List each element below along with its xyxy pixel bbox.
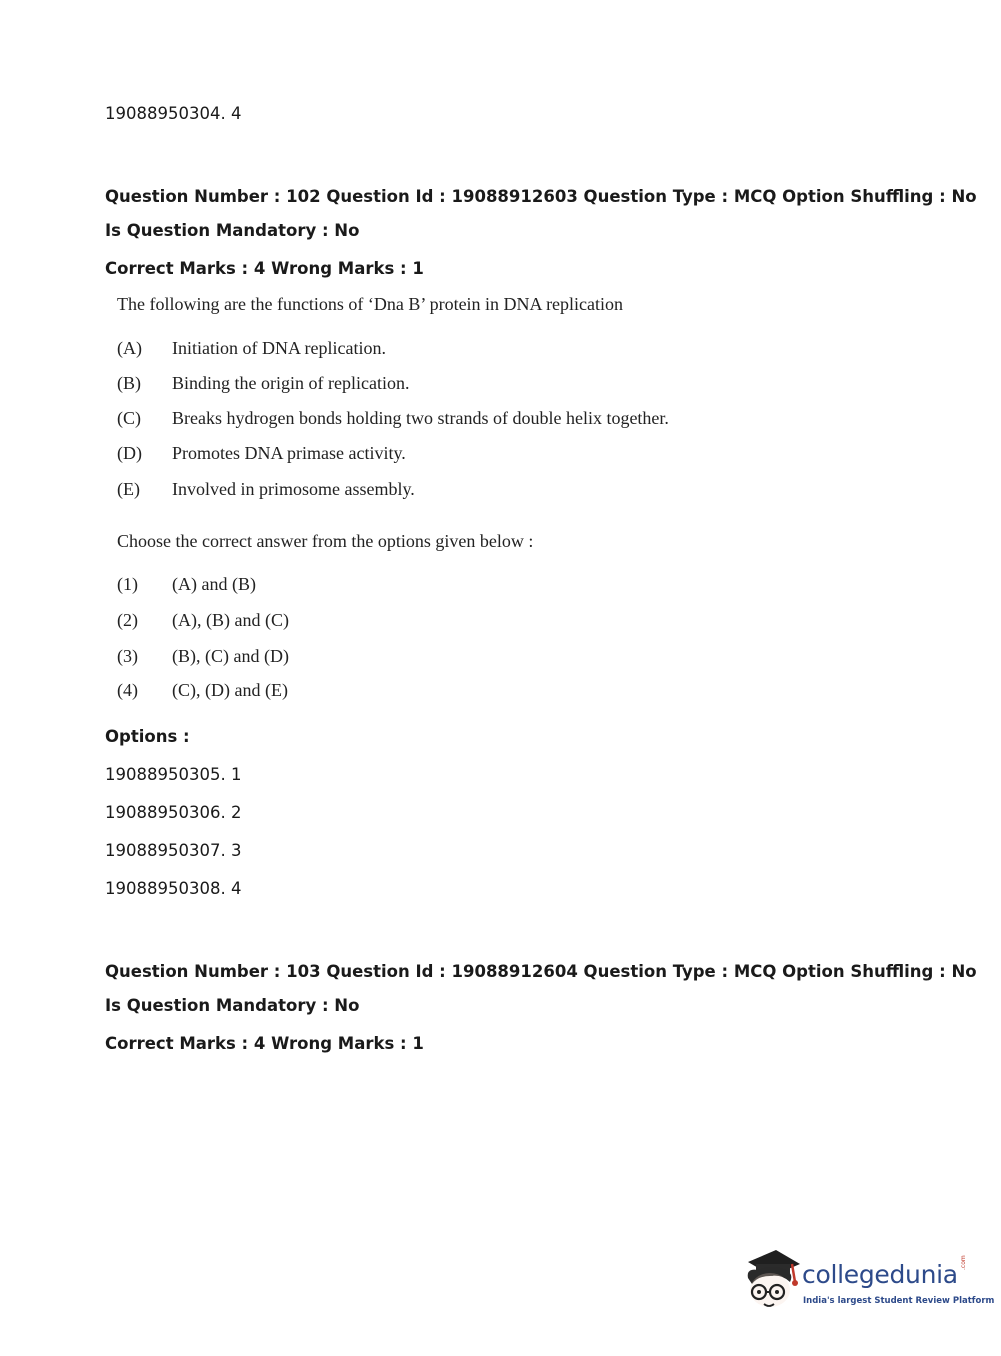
- choice-row: [117, 646, 289, 667]
- choice-row: [117, 610, 289, 631]
- options-heading: Options :: [105, 727, 190, 746]
- q103-header: Question Number : 103 Question Id : 19088912604 Question Type : MCQ Option Shuffling : No: [105, 962, 977, 981]
- choice-label: (2): [117, 610, 138, 630]
- statement-text: Promotes DNA primase activity.: [172, 443, 406, 463]
- statement-row: [117, 338, 386, 359]
- choice-label: (4): [117, 680, 138, 700]
- statement-text: Breaks hydrogen bonds holding two strands of double helix together.: [172, 408, 669, 428]
- collegedunia-logo: [742, 1248, 995, 1318]
- statement-label: (B): [117, 373, 141, 393]
- option-id: 19088950305. 1: [105, 765, 242, 784]
- statement-label: (A): [117, 338, 142, 358]
- statement-label: (C): [117, 408, 141, 428]
- choice-text: (A) and (B): [172, 574, 256, 594]
- q102-marks: Correct Marks : 4 Wrong Marks : 1: [105, 259, 424, 278]
- q102-header: Question Number : 102 Question Id : 19088912603 Question Type : MCQ Option Shuffling : No: [105, 187, 977, 206]
- choice-row: [117, 680, 288, 701]
- choice-label: (3): [117, 646, 138, 666]
- statement-row: [117, 443, 406, 464]
- logo-tagline: India's largest Student Review Platform: [803, 1296, 995, 1306]
- q103-mandatory: Is Question Mandatory : No: [105, 996, 360, 1015]
- statement-row: [117, 479, 415, 500]
- statement-row: [117, 408, 669, 429]
- choice-row: [117, 574, 256, 595]
- option-id: 19088950308. 4: [105, 879, 242, 898]
- statement-label: (D): [117, 443, 142, 463]
- choice-text: (A), (B) and (C): [172, 610, 289, 630]
- statement-row: [117, 373, 409, 394]
- q102-choose-instruction: Choose the correct answer from the options given below :: [117, 531, 534, 551]
- logo-wordmark: collegedunia: [802, 1260, 958, 1289]
- previous-option: 19088950304. 4: [105, 104, 242, 123]
- statement-text: Involved in primosome assembly.: [172, 479, 415, 499]
- statement-text: Binding the origin of replication.: [172, 373, 410, 393]
- q102-mandatory: Is Question Mandatory : No: [105, 221, 360, 240]
- q102-stem: The following are the functions of ‘Dna B’ protein in DNA replication: [117, 294, 624, 314]
- choice-label: (1): [117, 574, 138, 594]
- statement-text: Initiation of DNA replication.: [172, 338, 386, 358]
- choice-text: (B), (C) and (D): [172, 646, 289, 666]
- option-id: 19088950306. 2: [105, 803, 242, 822]
- logo-com-suffix: .com: [960, 1255, 967, 1270]
- option-id: 19088950307. 3: [105, 841, 242, 860]
- mascot-icon: [742, 1248, 800, 1310]
- statement-label: (E): [117, 479, 140, 499]
- q103-marks: Correct Marks : 4 Wrong Marks : 1: [105, 1034, 424, 1053]
- choice-text: (C), (D) and (E): [172, 680, 288, 700]
